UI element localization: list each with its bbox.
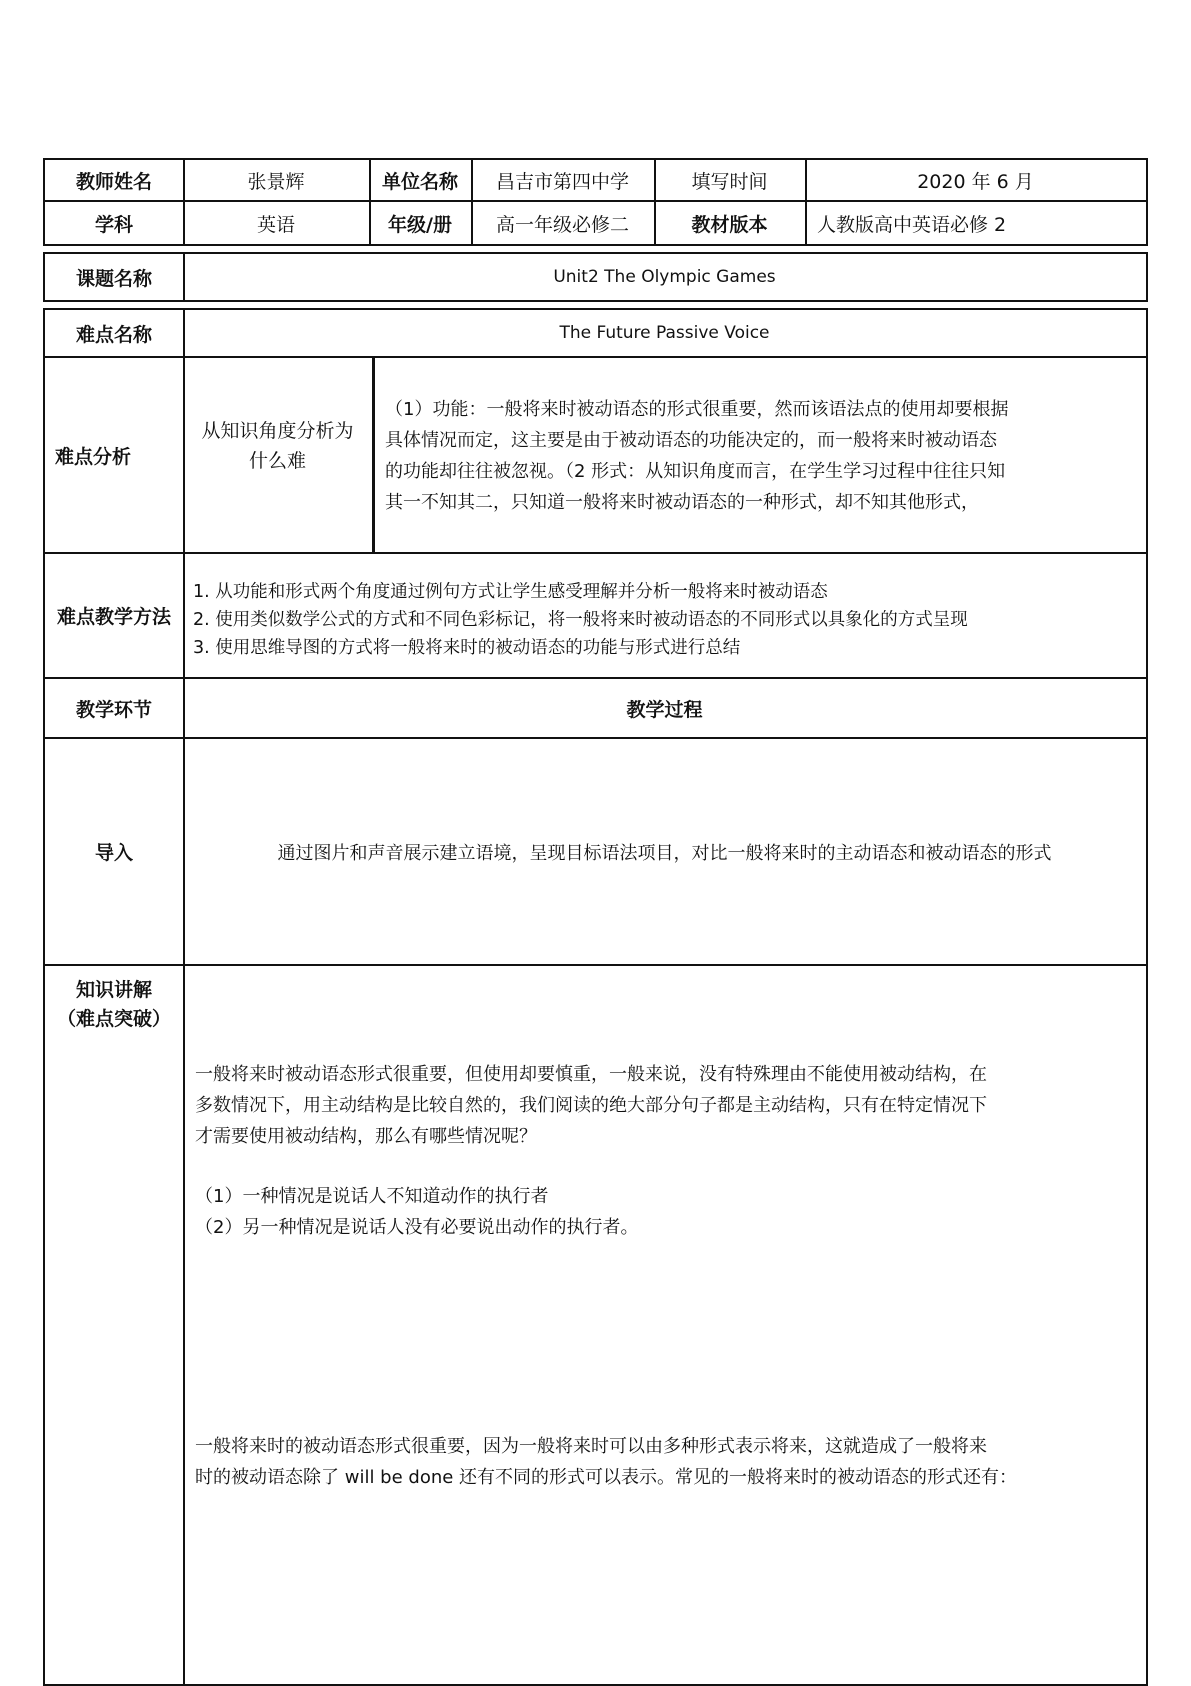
knowledge-label [45,976,183,1034]
header-row-2 [43,200,1148,246]
date-label: 填写时间 [691,170,768,193]
knowledge-paragraph-1 [195,1059,1140,1152]
subject-label: 学科 [94,213,133,236]
topic-value: Unit2 The Olympic Games [553,267,776,287]
header-row-1 [43,158,1148,202]
knowledge-line: 一般将来时的被动语态形式很重要，因为一般将来时可以由多种形式表示将来，这就造成了一般将来 [195,1436,987,1457]
analysis-sub-label-line-1: 从知识角度分析为 [201,420,354,442]
topic-label: 课题名称 [75,267,152,290]
analysis-line: 其一不知其二，只知道一般将来时被动语态的一种形式，却不知其他形式， [385,492,979,513]
analysis-line: 的功能却往往被忽视。（2 形式：从知识角度而言，在学生学习过程中往往只知 [385,461,1006,482]
intro-label: 导入 [94,842,133,864]
analysis-sub-label [183,358,372,552]
knowledge-block [43,964,1148,1686]
knowledge-line: 才需要使用被动结构，那么有哪些情况呢？ [195,1126,537,1147]
difficulty-label: 难点名称 [75,323,152,346]
intro-row [43,737,1148,966]
topic-row [43,252,1148,302]
knowledge-label-line-1: 知识讲解 [75,979,152,1001]
case-item: （2）另一种情况是说话人没有必要说出动作的执行者。 [195,1217,639,1238]
process-header-value: 教学过程 [626,698,703,721]
grade-value: 高一年级必修二 [495,213,629,236]
method-item: 1. 从功能和形式两个角度通过例句方式让学生感受理解并分析一般将来时被动语态 [193,582,828,602]
analysis-sub-label-line-2: 什么难 [248,450,306,472]
analysis-text [385,394,1135,518]
subject-value: 英语 [256,213,295,236]
analysis-line: （1）功能：一般将来时被动语态的形式很重要，然而该语法点的使用却要根据 [385,399,1009,420]
process-header-label: 教学环节 [75,698,152,721]
methods-label: 难点教学方法 [56,606,171,628]
teacher-value: 张景辉 [247,170,305,193]
knowledge-line: 多数情况下，用主动结构是比较自然的，我们阅读的绝大部分句子都是主动结构，只有在特定情况下 [195,1095,987,1116]
analysis-label: 难点分析 [55,445,132,468]
intro-text: 通过图片和声音展示建立语境，呈现目标语法项目，对比一般将来时的主动语态和被动语态的形式 [277,842,1052,864]
analysis-row [43,356,1148,554]
methods-row [43,552,1148,679]
method-item: 3. 使用思维导图的方式将一般将来时的被动语态的功能与形式进行总结 [193,638,741,658]
textbook-value: 人教版高中英语必修 2 [817,213,1007,236]
grade-label: 年级/册 [388,213,452,236]
process-header-row [43,677,1148,739]
analysis-line: 具体情况而定，这主要是由于被动语态的功能决定的，而一般将来时被动语态 [385,430,997,451]
difficulty-row [43,308,1148,358]
date-value: 2020 年 6 月 [917,170,1034,193]
knowledge-cases [195,1181,1140,1243]
unit-label: 单位名称 [381,170,458,193]
knowledge-line: 一般将来时被动语态形式很重要，但使用却要慎重，一般来说，没有特殊理由不能使用被动结构，在 [195,1064,987,1085]
knowledge-label-line-2: （难点突破） [56,1008,171,1030]
method-item: 2. 使用类似数学公式的方式和不同色彩标记，将一般将来时被动语态的不同形式以具象化的方式呈现 [193,610,968,630]
methods-list [193,578,1138,662]
knowledge-paragraph-2 [195,1431,1140,1493]
knowledge-line: 时的被动语态除了 will be done 还有不同的形式可以表示。常见的一般将来时的被动语态的形式还有： [195,1467,1018,1488]
textbook-label: 教材版本 [691,213,768,236]
case-item: （1）一种情况是说话人不知道动作的执行者 [195,1186,549,1207]
unit-value: 昌吉市第四中学 [495,170,629,193]
teacher-label: 教师姓名 [75,170,152,193]
difficulty-value: The Future Passive Voice [559,323,770,343]
